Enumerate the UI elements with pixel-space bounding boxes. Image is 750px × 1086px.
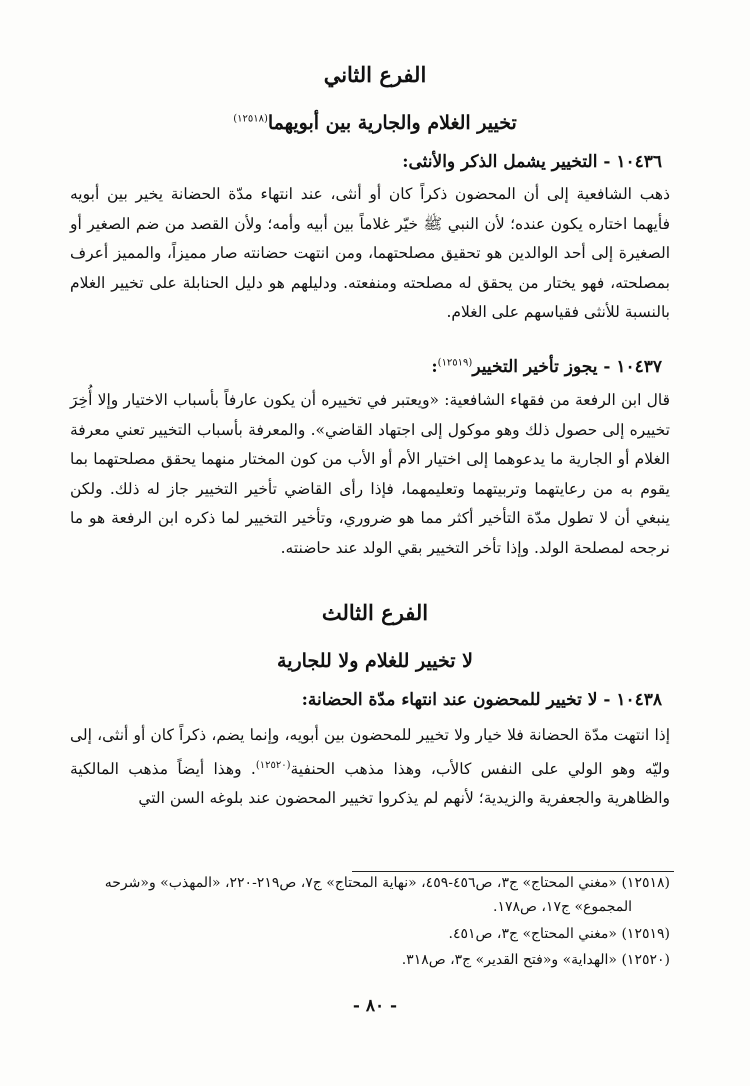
footnote-12518 xyxy=(70,871,670,919)
footnote-number: (١٢٥١٨) xyxy=(621,875,670,891)
section-10438-body xyxy=(70,721,670,831)
footnote-text: «مغني المحتاج» ج٣، ص٤٥٦-٤٥٩، «نهاية المحتاج» ج٧، ص٢١٩-٢٢٠، «المهذب» و«شرحه xyxy=(104,875,617,891)
page-number: - ٨٠ - xyxy=(352,996,398,1016)
footnote-12519 xyxy=(70,922,670,946)
section-10438-body-part2: . وهذا أيضاً مذهب المالكية والظاهرية والجعفرية والزيدية؛ لأنهم لم يذكروا تخيير المحضون عند بلوغه السن التي xyxy=(70,759,670,808)
branch-three-subheading: لا تخيير للغلام ولا للجارية xyxy=(277,650,473,672)
section-10436-body: ذهب الشافعية إلى أن المحضون ذكراً كان أو أنثى، عند انتهاء مدّة الحضانة يخير بين أبويه فأيهما اختاره يكون عنده؛ لأن النبي ﷺ خيّر غلاماً بين أبيه وأمه؛ ولأن القصد من ضم الصغير أو الصغيرة إلى أحد الوالدين هو تحقيق مصلحتهما، ومن انتهت حضانته صار مميزاً، والمميز أعرف بمصلحته، فهو يختار من يحقق له مصلحته ومنفعته. ودليلهم هو دليل الحنابلة على تخيير الغلام بالنسبة للأنثى فقياسهم على الغلام. xyxy=(70,185,670,321)
footnote-ref-12518[interactable]: (١٢٥١٨) xyxy=(233,113,268,125)
section-10438-heading: ١٠٤٣٨ - لا تخيير للمحضون عند انتهاء مدّة الحضانة: xyxy=(301,690,662,710)
branch-two-subheading xyxy=(0,112,750,134)
branch-three-heading: الفرع الثالث xyxy=(321,600,429,625)
section-10436-heading: ١٠٤٣٦ - التخيير يشمل الذكر والأنثى: xyxy=(402,152,662,172)
section-10437-body: قال ابن الرفعة من فقهاء الشافعية: «ويعتبر في تخييره أن يكون عارفاً بأسباب الاختيار وإلا أُخِرَ تخييره إلى حصول ذلك وهو موكول إلى اجتهاد القاضي». والمعرفة بأسباب التخيير تعني معرفة الغلام أو الجارية ما يدعوهما إلى اختيار الأم أو الأب من كون المختار منهما يحقق مصلحتهما بما يقوم به من رعايتهما وتربيتهما وتعليمهما، فإذا رأى القاضي تأخير التخيير جاز له ذلك. ولكن ينبغي أن لا تطول مدّة التأخير أكثر مما هو ضروري، وتأخير التخيير لما ذكره ابن الرفعة هو ما نرجحه لمصلحة الولد. وإذا تأخر التخيير بقي الولد عند حاضنته. xyxy=(70,391,670,557)
footnote-text: «مغني المحتاج» ج٣، ص٤٥١. xyxy=(448,926,617,942)
section-10437-heading-text: ١٠٤٣٧ - يجوز تأخير التخيير xyxy=(472,357,662,377)
section-10438-body-part1: إذا انتهت مدّة الحضانة فلا خيار ولا تخيير للمحضون بين أبويه، وإنما يضم، ذكراً كان أو أنثى، إلى وليّه وهو الولي على النفس كالأب، وهذا مذهب الحنفية xyxy=(70,726,670,778)
footnote-number: (١٢٥٢٠) xyxy=(621,952,670,968)
branch-two-subheading-text: تخيير الغلام والجارية بين أبويهما xyxy=(267,112,517,134)
footnote-12520 xyxy=(70,948,670,972)
section-10437-heading xyxy=(40,357,662,377)
footnote-ref-12519[interactable]: (١٢٥١٩) xyxy=(437,357,473,369)
footnote-text-continued: المجموع» ج١٧، ص١٧٨. xyxy=(493,899,632,915)
footnote-ref-12520[interactable]: (١٢٥٢٠) xyxy=(255,759,291,771)
section-10437-heading-colon: : xyxy=(431,357,438,377)
footnote-text: «الهداية» و«فتح القدير» ج٣، ص٣١٨. xyxy=(401,952,617,968)
branch-two-heading: الفرع الثاني xyxy=(323,62,427,87)
footnote-number: (١٢٥١٩) xyxy=(621,926,670,942)
